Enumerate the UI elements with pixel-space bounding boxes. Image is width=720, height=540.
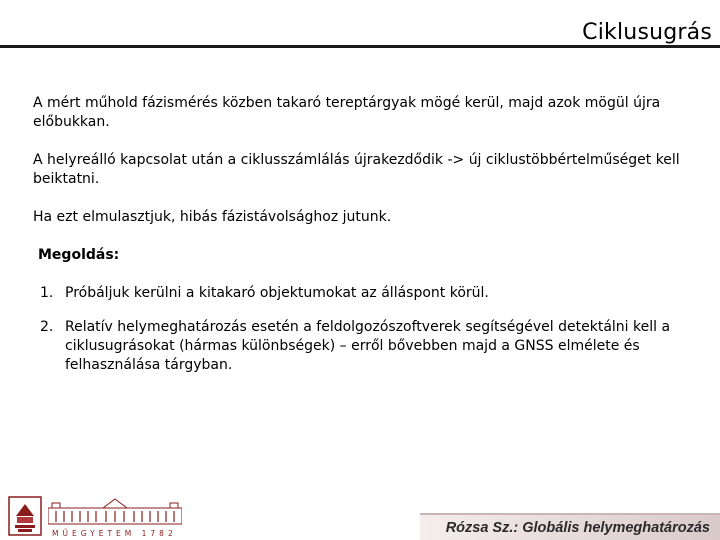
solution-item-1	[33, 284, 693, 303]
slide-content	[33, 94, 693, 390]
university-building-icon	[48, 498, 182, 526]
solution-text-1: Próbáljuk kerülni a kitakaró objektumokat az álláspont körül.	[65, 285, 489, 301]
university-seal-icon	[8, 496, 42, 536]
paragraph-3: Ha ezt elmulasztjuk, hibás fázistávolsághoz jutunk.	[33, 209, 392, 225]
solution-number-1: 1.	[40, 285, 54, 301]
solution-item-2	[33, 318, 693, 375]
title-underline	[0, 45, 720, 48]
solution-text-2: Relatív helymeghatározás esetén a feldolgozószoftverek segítségével detektálni kell a ciklusugrásokat (hármas különbségek) – erről bővebben majd a GNSS elmélete és felhasználása tárgyban.	[65, 319, 671, 373]
footer	[0, 490, 720, 540]
solution-heading: Megoldás:	[38, 247, 120, 263]
solution-number-2: 2.	[40, 319, 54, 335]
footer-course-text: Rózsa Sz.: Globális helymeghatározás	[445, 520, 710, 536]
solution-list	[33, 284, 693, 375]
slide-title: Ciklusugrás	[582, 20, 712, 45]
paragraph-1: A mért műhold fázismérés közben takaró tereptárgyak mögé kerül, majd azok mögül újra előbukkan.	[33, 95, 661, 130]
paragraph-2: A helyreálló kapcsolat után a ciklusszámlálás újrakezdődik -> új ciklustöbbértelműséget kell beiktatni.	[33, 152, 680, 187]
university-name: MŰEGYETEM 1782	[52, 529, 177, 538]
